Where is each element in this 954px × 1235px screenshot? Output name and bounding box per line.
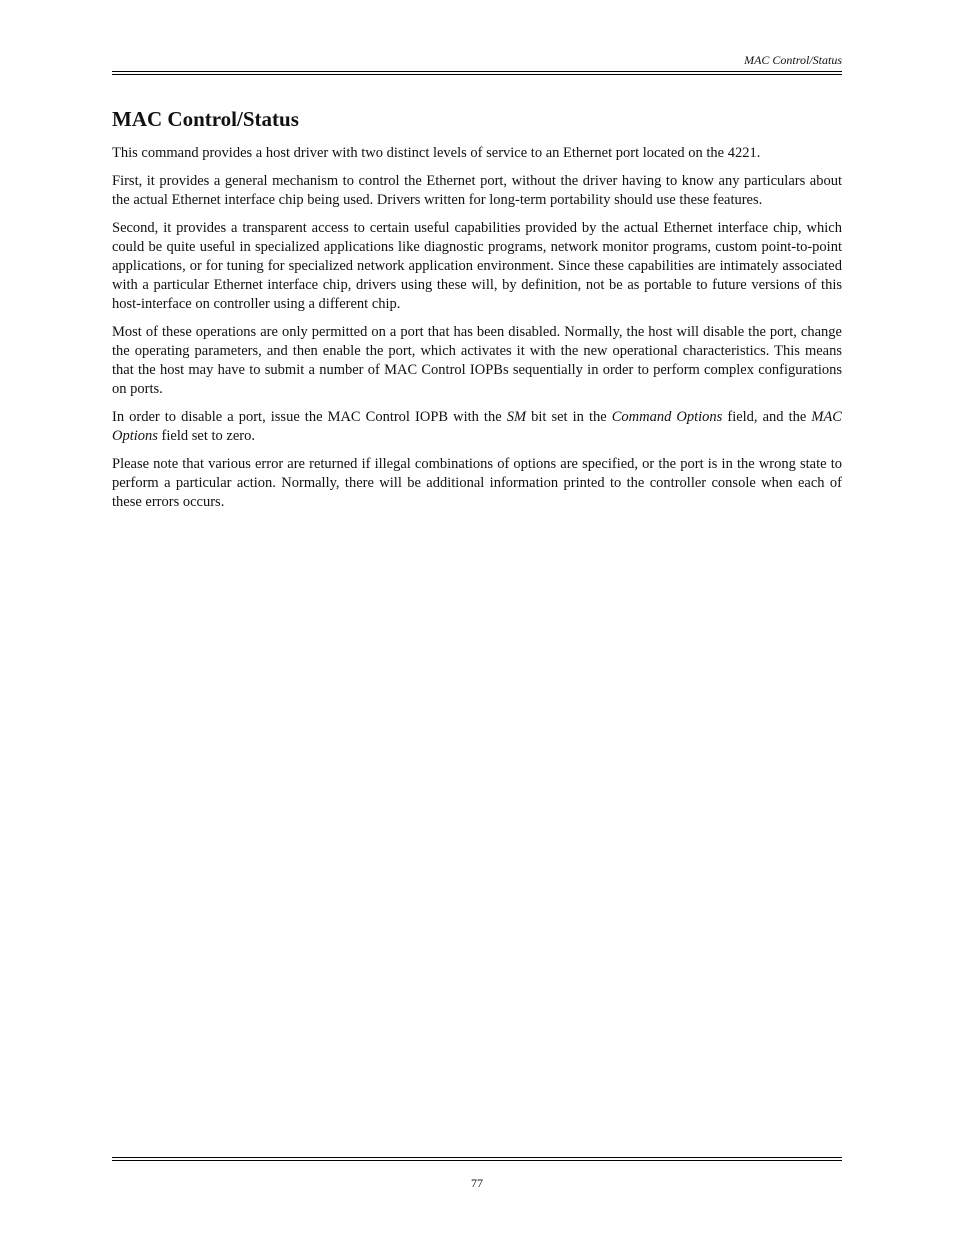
- text-run: bit set in the: [526, 409, 612, 425]
- document-page: [112, 0, 842, 1235]
- paragraph-disable-port: [112, 408, 842, 446]
- section-title: MAC Control/Status: [112, 107, 299, 131]
- emphasis-command-options: Command Options: [611, 409, 723, 425]
- header-rule: [112, 71, 842, 75]
- section-content: [112, 105, 842, 521]
- text-run: field, and the: [722, 409, 812, 425]
- page-number: 77: [471, 1176, 483, 1190]
- paragraph-intro: This command provides a host driver with two distinct levels of service to an Ethernet port located on the 4221.: [112, 145, 761, 161]
- running-header: MAC Control/Status: [744, 53, 842, 67]
- text-run: field set to zero.: [157, 428, 255, 444]
- emphasis-mac-options: MAC Options: [112, 409, 842, 444]
- paragraph-first: First, it provides a general mechanism to control the Ethernet port, without the driver having to know any particulars about the actual Ethernet interface chip being used. Drivers written for long-term portability should use these features.: [112, 173, 842, 208]
- paragraph-second: Second, it provides a transparent access to certain useful capabilities provided by the actual Ethernet interface chip, which could be quite useful in specialized applications like diagnostic programs, network monitor programs, custom point-to-point applications, or for tuning for specialized network application environment. Since these capabilities are intimately associated with a particular Ethernet interface chip, drivers using these will, by definition, not be as portable to future versions of this host-interface on controller using a different chip.: [112, 220, 842, 312]
- paragraph-errors: Please note that various error are returned if illegal combinations of options are specified, or the port is in the wrong state to perform a particular action. Normally, there will be additional information printed to the controller console when each of these errors occurs.: [112, 456, 842, 510]
- emphasis-sm: SM: [506, 409, 527, 425]
- footer-rule: [112, 1157, 842, 1161]
- paragraph-operations: Most of these operations are only permitted on a port that has been disabled. Normally, the host will disable the port, change the operating parameters, and then enable the port, which activates it with the new operational characteristics. This means that the host may have to submit a number of MAC Control IOPBs sequentially in order to perform complex configurations on ports.: [112, 324, 842, 397]
- text-run: In order to disable a port, issue the MAC Control IOPB with the: [112, 409, 507, 425]
